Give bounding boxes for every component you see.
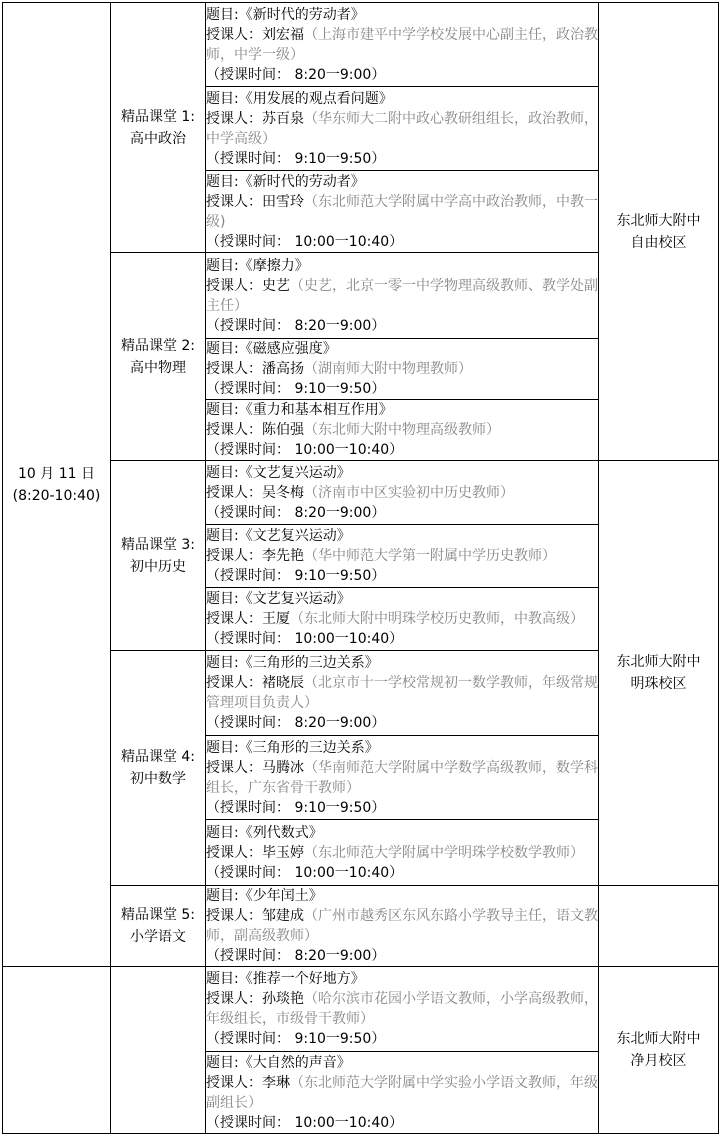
session-time: （授课时间： 8:20一9:00） xyxy=(206,317,386,334)
session-cell-2 xyxy=(206,87,599,171)
session-title: 题目:《列代数式》 xyxy=(206,824,323,841)
session-time: （授课时间： 8:20一9:00） xyxy=(206,66,386,83)
session-speaker-desc: （华中师范大学第一附属中学历史教师） xyxy=(304,548,556,564)
empty-category-cell xyxy=(111,967,206,1134)
session-speaker-line xyxy=(206,843,598,863)
session-time: （授课时间： 8:20一9:00） xyxy=(206,715,386,731)
location-cell-ziyou xyxy=(599,3,719,461)
session-speaker: 授课人：邹建成 xyxy=(206,908,304,924)
session-time: （授课时间： 8:20一9:00） xyxy=(206,948,386,964)
category-cell-4 xyxy=(111,651,206,886)
session-title: 题目:《摩擦力》 xyxy=(206,257,309,274)
session-speaker: 授课人：陈伯强 xyxy=(206,422,304,438)
session-speaker: 授课人：王厦 xyxy=(206,611,290,627)
category-title: 精品课堂 5: xyxy=(120,907,196,923)
location-line2: 净月校区 xyxy=(630,1053,687,1069)
date-line1: 10 月 11 日 xyxy=(18,465,95,482)
category-cell-2 xyxy=(111,253,206,461)
session-speaker-desc: （哈尔滨市花园小学语文教师，小学高级教师，年级组长，市级骨干教师） xyxy=(206,991,598,1027)
session-time: （授课时间： 10:00一10:40） xyxy=(206,864,404,881)
session-speaker-desc: （华南师范大学附属中学数学高级教师，数学科组长，广东省骨干教师） xyxy=(206,759,598,796)
session-title: 题目:《三角形的三边关系》 xyxy=(206,655,379,671)
session-time: （授课时间： 10:00一10:40） xyxy=(206,233,404,250)
session-speaker-line xyxy=(206,609,598,629)
category-subject: 高中物理 xyxy=(130,359,186,376)
session-speaker: 授课人：苏百泉 xyxy=(206,110,304,127)
session-title: 题目:《文艺复兴运动》 xyxy=(206,464,351,481)
empty-date-cell xyxy=(3,967,111,1134)
session-time: （授课时间： 9:10一9:50） xyxy=(206,381,386,397)
session-cell-12 xyxy=(206,820,599,886)
session-speaker-line xyxy=(206,1073,598,1113)
session-speaker-line xyxy=(206,25,598,65)
session-speaker-desc: （华东师大二附中政心教研组组长，政治教师，中学高级） xyxy=(206,110,598,147)
session-speaker-desc: （济南市中区实验初中历史教师） xyxy=(304,484,514,501)
location-line2: 自由校区 xyxy=(630,234,687,251)
category-title: 精品课堂 1: xyxy=(120,108,196,125)
session-speaker: 授课人：褚晓辰 xyxy=(206,675,304,691)
session-title: 题目:《推荐一个好地方》 xyxy=(206,971,365,987)
session-title: 题目:《少年闰土》 xyxy=(206,888,323,904)
location-cell-mingzhu xyxy=(599,461,719,886)
session-speaker-desc: （东北师范大学附属中学实验小学语文教师，年级副组长） xyxy=(206,1074,598,1111)
session-cell-6 xyxy=(206,400,599,461)
location-line2: 明珠校区 xyxy=(630,676,687,692)
category-subject: 高中政治 xyxy=(130,130,186,147)
session-speaker-desc: （上海市建平中学学校发展中心副主任，政治教师，中学一级） xyxy=(206,26,598,63)
session-cell-8 xyxy=(206,525,599,588)
session-title: 题目:《用发展的观点看问题》 xyxy=(206,90,393,107)
session-speaker-line xyxy=(206,546,598,566)
session-speaker-line xyxy=(206,483,598,503)
session-speaker-desc: （东北师范大学附属中学明珠学校数学教师） xyxy=(304,844,584,861)
session-speaker: 授课人：毕玉婷 xyxy=(206,844,304,861)
session-speaker-line xyxy=(206,758,598,798)
session-cell-4 xyxy=(206,253,599,339)
location-line1: 东北师大附中 xyxy=(616,654,701,670)
category-cell-3 xyxy=(111,461,206,651)
session-speaker: 授课人：李琳 xyxy=(206,1074,290,1091)
session-speaker: 授课人：孙琰艳 xyxy=(206,991,304,1007)
session-title: 题目:《文艺复兴运动》 xyxy=(206,528,351,544)
session-speaker-line xyxy=(206,673,598,713)
session-cell-7 xyxy=(206,461,599,525)
session-cell-13 xyxy=(206,886,599,967)
session-title: 题目:《磁感应强度》 xyxy=(206,341,337,357)
session-speaker-desc: （东北师大附中明珠学校历史教师，中教高级） xyxy=(290,611,584,627)
date-cell xyxy=(3,3,111,967)
category-title: 精品课堂 2: xyxy=(120,337,196,354)
session-speaker-desc: （东北师大附中物理高级教师） xyxy=(304,422,500,438)
session-speaker: 授课人：吴冬梅 xyxy=(206,484,304,501)
schedule-table xyxy=(2,2,719,1134)
session-speaker-line xyxy=(206,109,598,149)
session-time: （授课时间： 10:00一10:40） xyxy=(206,631,404,647)
session-speaker-desc: （湖南师大附中物理教师） xyxy=(304,361,472,377)
session-time: （授课时间： 9:10一9:50） xyxy=(206,568,386,584)
session-time: （授课时间： 8:20一9:00） xyxy=(206,504,386,521)
category-cell-1 xyxy=(111,3,206,253)
session-speaker: 授课人：史艺 xyxy=(206,277,290,294)
session-speaker-desc: （东北师范大学附属中学高中政治教师，中教一级) xyxy=(206,193,598,230)
session-cell-1 xyxy=(206,3,599,87)
session-time: （授课时间： 9:10一9:50） xyxy=(206,150,386,167)
session-time: （授课时间： 10:00一10:40） xyxy=(206,1114,404,1131)
session-speaker-line xyxy=(206,192,598,232)
session-title: 题目:《三角形的三边关系》 xyxy=(206,739,379,756)
session-cell-11 xyxy=(206,736,599,820)
session-cell-9 xyxy=(206,588,599,651)
date-line2: (8:20-10:40) xyxy=(12,487,101,504)
category-subject: 初中数学 xyxy=(130,771,186,787)
session-title: 题目:《大自然的声音》 xyxy=(206,1054,351,1071)
session-speaker-line xyxy=(206,906,598,946)
session-cell-5 xyxy=(206,339,599,400)
session-speaker-desc: （广州市越秀区东风东路小学教导主任，语文教师，副高级教师） xyxy=(206,908,598,944)
session-speaker: 授课人：李先艳 xyxy=(206,548,304,564)
session-speaker: 授课人：马腾冰 xyxy=(206,759,304,776)
session-title: 题目:《新时代的劳动者》 xyxy=(206,6,365,23)
category-title: 精品课堂 3: xyxy=(120,536,196,553)
session-speaker: 授课人：田雪玲 xyxy=(206,193,304,210)
location-cell-jingyue xyxy=(599,967,719,1134)
session-title: 题目:《重力和基本相互作用》 xyxy=(206,402,393,418)
session-time: （授课时间： 9:10一9:50） xyxy=(206,1031,386,1047)
category-title: 精品课堂 4: xyxy=(120,749,196,765)
category-cell-5 xyxy=(111,886,206,967)
session-cell-3 xyxy=(206,171,599,253)
category-subject: 小学语文 xyxy=(130,929,186,945)
session-speaker: 授课人：刘宏福 xyxy=(206,26,304,43)
empty-location-cell xyxy=(599,886,719,967)
location-line1: 东北师大附中 xyxy=(616,212,701,229)
category-subject: 初中历史 xyxy=(130,558,186,575)
session-speaker: 授课人：潘高扬 xyxy=(206,361,304,377)
session-speaker-line xyxy=(206,420,598,440)
session-time: （授课时间： 9:10一9:50） xyxy=(206,799,386,816)
session-time: （授课时间： 10:00一10:40） xyxy=(206,442,404,458)
session-title: 题目:《文艺复兴运动》 xyxy=(206,591,351,607)
session-speaker-line xyxy=(206,276,598,316)
session-speaker-desc: （北京市十一学校常规初一数学教师，年级常规管理项目负责人） xyxy=(206,675,598,711)
session-title: 题目:《新时代的劳动者》 xyxy=(206,173,365,190)
session-cell-14 xyxy=(206,967,599,1052)
session-speaker-line xyxy=(206,989,598,1029)
location-line1: 东北师大附中 xyxy=(616,1031,701,1047)
session-cell-10 xyxy=(206,651,599,736)
session-speaker-line xyxy=(206,359,598,379)
session-speaker-desc: （史艺，北京一零一中学物理高级教师、教学处副主任） xyxy=(206,277,598,314)
session-cell-15 xyxy=(206,1052,599,1134)
